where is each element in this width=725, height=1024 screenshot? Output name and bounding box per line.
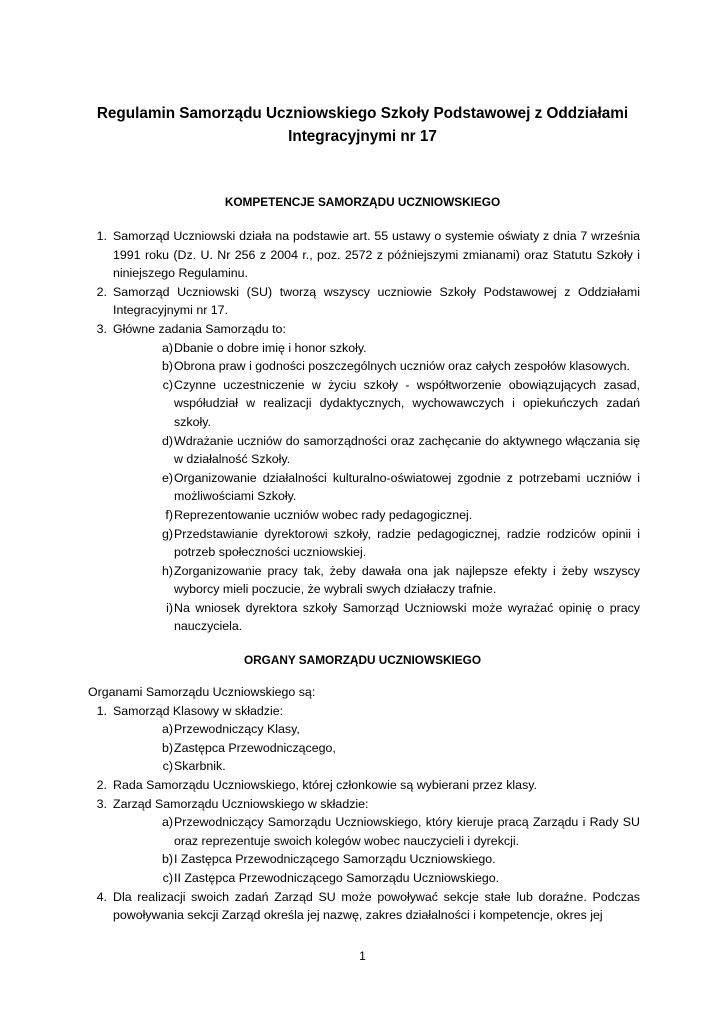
list-number: 4. (96, 889, 107, 904)
sub-list-letter: i) (166, 600, 173, 615)
sub-list-letter: c) (162, 870, 173, 885)
document-title: Regulamin Samorządu Uczniowskiego Szkoły Podstawowej z Oddziałami Integracyjnymi nr 17 (96, 105, 629, 145)
sub-list-letter: c) (162, 377, 173, 392)
sub-list-item (88, 339, 640, 358)
sub-list-letter: b) (161, 740, 173, 755)
sub-list-item (88, 739, 640, 758)
list-item (88, 702, 640, 721)
sub-list-item (88, 376, 640, 432)
sub-list-text: Przewodniczący Klasy, (174, 722, 300, 737)
sub-list-item (88, 850, 640, 869)
section-heading-organs: ORGANY SAMORZĄDU UCZNIOWSKIEGO (243, 653, 482, 667)
sub-list-text: Przewodniczący Samorządu Uczniowskiego, który kieruje pracą Zarządu i Rady SU oraz reprezentuje swoich kolegów wobec nauczycieli i dyrekcji. (174, 815, 640, 848)
sub-list-item (88, 469, 640, 506)
sub-list-item (88, 813, 640, 850)
sub-list-text: Organizowanie działalności kulturalno-oświatowej zgodnie z potrzebami uczniów i możliwościami Szkoły. (174, 470, 640, 504)
list-text: Samorząd Uczniowski działa na podstawie art. 55 ustawy o systemie oświaty z dnia 7 września 1991 roku (Dz. U. Nr 256 z 2004 r., poz. 2572 z późniejszymi zmianami) oraz Statutu Szkoły i niniejszego Regulaminu. (113, 229, 640, 281)
sub-list-letter: a) (161, 815, 173, 830)
sub-list-item (88, 757, 640, 776)
page-number: 1 (359, 949, 366, 963)
sub-list-letter: h) (161, 563, 173, 578)
sub-list-letter: d) (161, 433, 173, 448)
list-text: Główne zadania Samorządu to: (113, 321, 286, 336)
list-number: 2. (96, 777, 107, 792)
sub-list-item (88, 357, 640, 376)
section-intro: Organami Samorządu Uczniowskiego są: (88, 685, 316, 699)
sub-list-text: Na wniosek dyrektora szkoły Samorząd Uczniowski może wyrażać opinię o pracy nauczyciela. (174, 600, 640, 634)
sub-list-letter: b) (161, 852, 173, 867)
sub-list-letter: e) (161, 470, 173, 485)
sub-list-text: Skarbnik. (174, 759, 226, 774)
list-number: 2. (96, 284, 107, 299)
section-heading-competences: KOMPETENCJE SAMORZĄDU UCZNIOWSKIEGO (224, 195, 501, 209)
sub-list-item (88, 720, 640, 739)
list-item (88, 283, 640, 320)
sub-list-text: Zastępca Przewodniczącego, (174, 740, 336, 755)
list-number: 1. (96, 229, 107, 243)
section-competences (88, 227, 640, 636)
list-text: Samorząd Klasowy w składzie: (113, 703, 284, 718)
list-item (88, 888, 640, 925)
list-item (88, 776, 640, 795)
list-number: 1. (96, 703, 107, 718)
sub-list-letter: a) (161, 722, 173, 737)
list-item (88, 795, 640, 814)
list-text: Zarząd Samorządu Uczniowskiego w składzie: (113, 796, 369, 811)
list-text: Samorząd Uczniowski (SU) tworzą wszyscy uczniowie Szkoły Podstawowej z Oddziałami Integracyjnymi nr 17. (113, 284, 640, 318)
sub-list-text: Czynne uczestniczenie w życiu szkoły - współtworzenie obowiązujących zasad, współudział w realizacji dydaktycznych, wychowawczych i opiekuńczych zadań szkoły. (174, 377, 640, 429)
sub-list-text: Reprezentowanie uczniów wobec rady pedagogicznej. (174, 507, 473, 522)
sub-list-item (88, 599, 640, 636)
sub-list-text: Przedstawianie dyrektorowi szkoły, radzie pedagogicznej, radzie rodziców opinii i potrzeb społeczności uczniowskiej. (174, 526, 640, 560)
list-number: 3. (96, 321, 107, 336)
sub-list-text: I Zastępca Przewodniczącego Samorządu Uczniowskiego. (174, 852, 496, 867)
sub-list-text: Dbanie o dobre imię i honor szkoły. (174, 340, 367, 355)
sub-list-item (88, 506, 640, 525)
list-item (88, 320, 640, 339)
sub-list-text: Obrona praw i godności poszczególnych uczniów oraz całych zespołów klasowych. (174, 359, 630, 374)
sub-list-item (88, 525, 640, 562)
sub-list-text: II Zastępca Przewodniczącego Samorządu Uczniowskiego. (174, 870, 500, 885)
sub-list-letter: a) (161, 340, 173, 355)
list-number: 3. (96, 796, 107, 811)
list-text: Dla realizacji swoich zadań Zarząd SU może powoływać sekcje stałe lub doraźne. Podczas powoływania sekcji Zarząd określa jej nazwę, zakres działalności i kompetencje, okres jej (113, 889, 640, 923)
list-item (88, 227, 640, 283)
sub-list-text: Wdrażanie uczniów do samorządności oraz zachęcanie do aktywnego włączania się w działalność Szkoły. (174, 433, 640, 467)
sub-list-letter: f) (165, 507, 173, 522)
sub-list-letter: b) (161, 359, 173, 374)
sub-list-item (88, 562, 640, 599)
sub-list-item (88, 869, 640, 888)
list-text: Rada Samorządu Uczniowskiego, której członkowie są wybierani przez klasy. (113, 777, 537, 792)
section-organs (88, 683, 640, 925)
sub-list-item (88, 432, 640, 469)
sub-list-letter: c) (162, 759, 173, 774)
sub-list-text: Zorganizowanie pracy tak, żeby dawała ona jak najlepsze efekty i żeby wszyscy wyborcy mieli poczucie, że wybrali swych działaczy trafnie. (174, 563, 640, 597)
sub-list-letter: g) (161, 526, 173, 541)
